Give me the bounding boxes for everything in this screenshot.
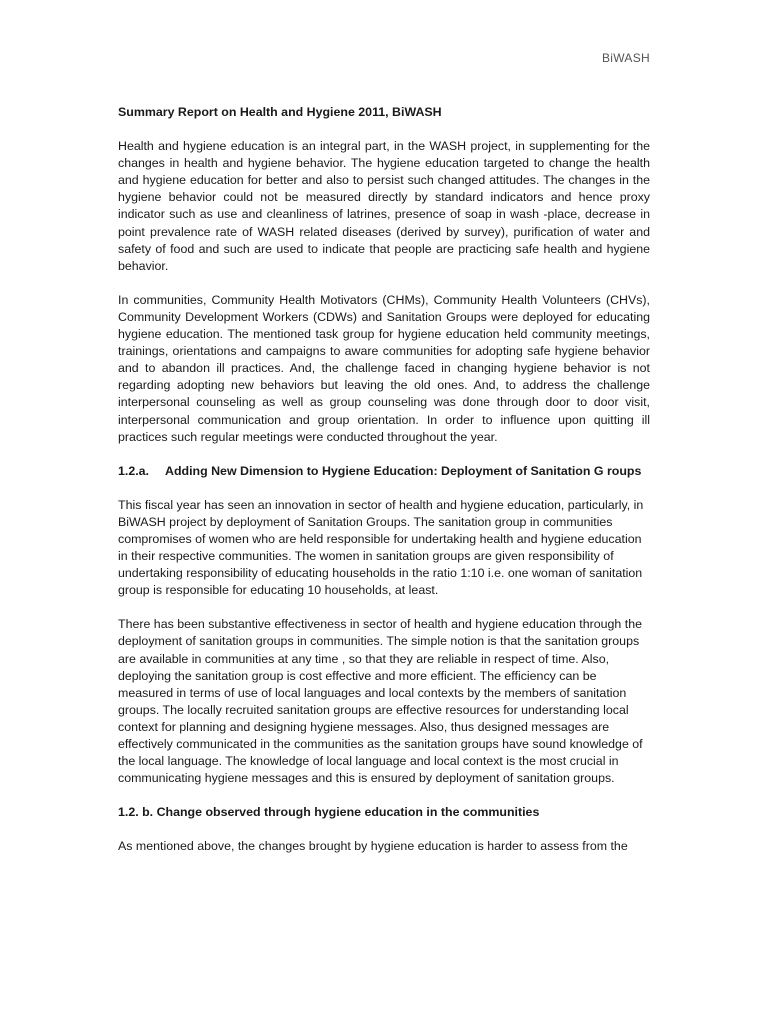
- section-number: 1.2.a.: [118, 463, 150, 478]
- intro-paragraph-2: In communities, Community Health Motivators (CHMs), Community Health Volunteers (CHVs), Community Development Workers (CDWs) and Sanitation Groups were deployed for educating hygiene education. The mentioned task group for hygiene education held community meetings, trainings, orientations and campaigns to aware communities for adopting safe hygiene behavior and to abandon ill practices. And, the challenge faced in changing hygiene behavior is not regarding adopting new behaviors but leaving the old ones. And, to address the challenge interpersonal counseling as well as group counseling was done through door to door visit, interpersonal communication and group orientation. In order to influence upon quitting ill practices such regular meetings were conducted throughout the year.: [118, 292, 650, 444]
- section-heading-text: Adding New Dimension to Hygiene Education: Deployment of Sanitation G roups: [165, 463, 642, 478]
- section-a-paragraph-1: This fiscal year has seen an innovation in sector of health and hygiene education, particularly, in BiWASH project by deployment of Sanitation Groups. The sanitation group in communities compromises of women who are held responsible for undertaking health and hygiene education in their respective communities. The women in sanitation groups are given responsibility of undertaking responsibility of educating households in the ratio 1:10 i.e. one woman of sanitation group is responsible for educating 10 households, at least.: [118, 497, 644, 598]
- running-header: BiWASH: [601, 51, 650, 65]
- intro-paragraph-1: Health and hygiene education is an integral part, in the WASH project, in supplementing for the changes in health and hygiene behavior. The hygiene education targeted to change the health and hygiene education for better and also to persist such changed attitudes. The changes in the hygiene behavior could not be measured directly by standard indicators and hence proxy indicator such as use and cleanliness of latrines, presence of soap in wash -place, decrease in point prevalence rate of WASH related diseases (derived by survey), purification of water and safety of food and such are used to indicate that people are practicing safe health and hygiene behavior.: [118, 139, 650, 273]
- section-b-paragraph-1: As mentioned above, the changes brought by hygiene education is harder to assess from the: [118, 839, 628, 854]
- section-heading-1-2-a: [118, 463, 650, 480]
- document-title: Summary Report on Health and Hygiene 2011, BiWASH: [118, 105, 442, 119]
- document-body: [118, 104, 650, 872]
- section-heading-1-2-b: 1.2. b. Change observed through hygiene education in the communities: [118, 805, 540, 820]
- section-a-paragraph-2: There has been substantive effectiveness in sector of health and hygiene education through the deployment of sanitation groups in communities. The simple notion is that the sanitation groups are available in communities at any time , so that they are reliable in respect of time. Also, deploying the sanitation group is cost effective and more efficient. The efficiency can be measured in terms of use of local languages and local contexts by the members of sanitation groups. The locally recruited sanitation groups are effective resources for understanding local context for planning and designing hygiene messages. Also, thus designed messages are effectively communicated in the communities as the sanitation groups have sound knowledge of the local language. The knowledge of local language and local context is the most crucial in communicating hygiene messages and this is ensured by deployment of sanitation groups.: [118, 617, 643, 786]
